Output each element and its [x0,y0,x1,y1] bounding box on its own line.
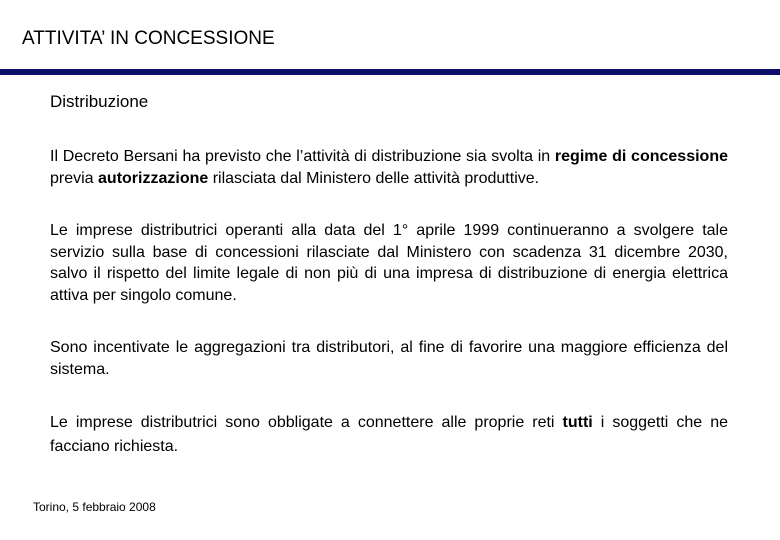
paragraph-aggregation: Sono incentivate le aggregazioni tra distributori, al fine di favorire una maggiore efficienza del sistema. [50,339,728,378]
emphasis-authorization: autorizzazione [98,169,209,187]
section-subtitle: Distribuzione [50,92,149,111]
footer-date: Torino, 5 febbraio 2008 [33,500,156,514]
emphasis-regime: regime di concessione [554,148,728,165]
paragraph-text: previa [50,169,99,187]
paragraph-text: Le imprese distributrici sono obbligate a connettere alle proprie reti [50,414,563,431]
page-title: ATTIVITA’ IN CONCESSIONE [22,28,275,49]
paragraph-text: rilasciata dal Ministero delle attività produttive. [208,169,540,187]
paragraph-connection [50,411,728,459]
paragraph-text: Il Decreto Bersani ha previsto che l’attività di distribuzione sia svolta in [50,148,555,165]
paragraph-distributors: Le imprese distributrici operanti alla data del 1° aprile 1999 continueranno a svolgere tale servizio sulla base di concessioni rilasciate dal Ministero con scadenza 31 dicembre 2030, salvo il rispetto del limite legale di non più di una impresa di distribuzione di energia elettrica attiva per singolo comune. [50,222,728,304]
paragraph-text: i soggetti che ne facciano richiesta. [50,414,729,455]
title-divider [0,69,780,75]
emphasis-all: tutti [562,414,593,431]
paragraph-concession [50,146,728,189]
